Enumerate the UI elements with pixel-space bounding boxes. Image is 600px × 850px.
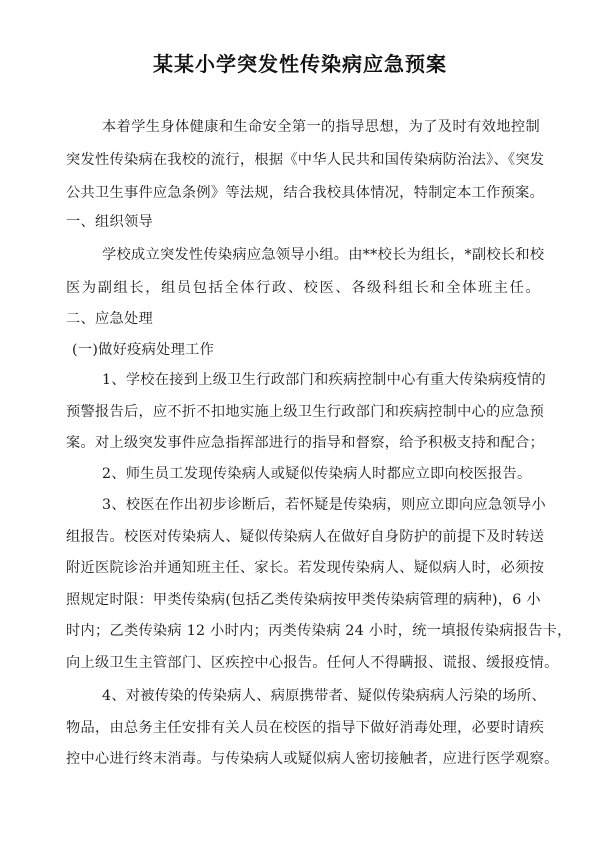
item4-line-3: 控中心进行终末消毒。与传染病人或疑似病人密切接触者，应进行医学观察。 [66, 751, 559, 767]
section1-line-2: 医为副组长，组员包括全体行政、校医、各级科组长和全体班主任。 [66, 280, 540, 296]
intro-line-1: 本着学生身体健康和生命安全第一的指导思想，为了及时有效地控制 [102, 119, 540, 135]
item3-line-1: 3、校医在作出初步诊断后，若怀疑是传染病，则应立即向应急领导小 [102, 497, 546, 513]
intro-line-2: 突发性传染病在我校的流行，根据《中华人民共和国传染病防治法》、《突发 [66, 152, 545, 168]
item1-line-2: 预警报告后，应不折不扣地实施上级卫生行政部门和疾病控制中心的应急预 [66, 404, 545, 420]
section-heading-organization: 一、组织领导 [66, 214, 153, 230]
item3-line-4: 照规定时限：甲类传染病(包括乙类传染病按甲类传染病管理的病种)，6 小 [66, 592, 541, 608]
item3-line-2: 组报告。校医对传染病人、疑似传染病人在做好自身防护的前提下及时转送 [66, 529, 545, 545]
subsection-heading-epidemic: (一)做好疫病处理工作 [72, 342, 215, 358]
section1-line-1: 学校成立突发性传染病应急领导小组。由**校长为组长，*副校长和校 [102, 247, 545, 263]
item3-line-3: 附近医院诊治并通知班主任、家长。若发现传染病人、疑似病人时，必须按 [66, 560, 545, 576]
item1-line-3: 案。对上级突发事件应急指挥部进行的指导和督察，给予积极支持和配合； [66, 435, 545, 451]
item2-line-1: 2、师生员工发现传染病人或疑似传染病人时都应立即向校医报告。 [102, 466, 532, 482]
intro-line-3: 公共卫生事件应急条例》等法规，结合我校具体情况，特制定本工作预案。 [66, 185, 545, 201]
item4-line-1: 4、对被传染的传染病人、病原携带者、疑似传染病病人污染的场所、 [102, 688, 546, 704]
document-title: 某某小学突发性传染病应急预案 [153, 52, 447, 76]
item1-line-1: 1、学校在接到上级卫生行政部门和疾病控制中心有重大传染病疫情的 [102, 372, 546, 388]
item3-line-6: 向上级卫生主管部门、区疾控中心报告。任何人不得瞒报、谎报、缓报疫情。 [66, 655, 559, 671]
item3-line-5: 时内；乙类传染病 12 小时内；丙类传染病 24 小时，统一填报传染病报告卡， [66, 623, 572, 639]
item4-line-2: 物品，由总务主任安排有关人员在校医的指导下做好消毒处理，必要时请疾 [66, 720, 545, 736]
section-heading-emergency: 二、应急处理 [66, 311, 153, 327]
